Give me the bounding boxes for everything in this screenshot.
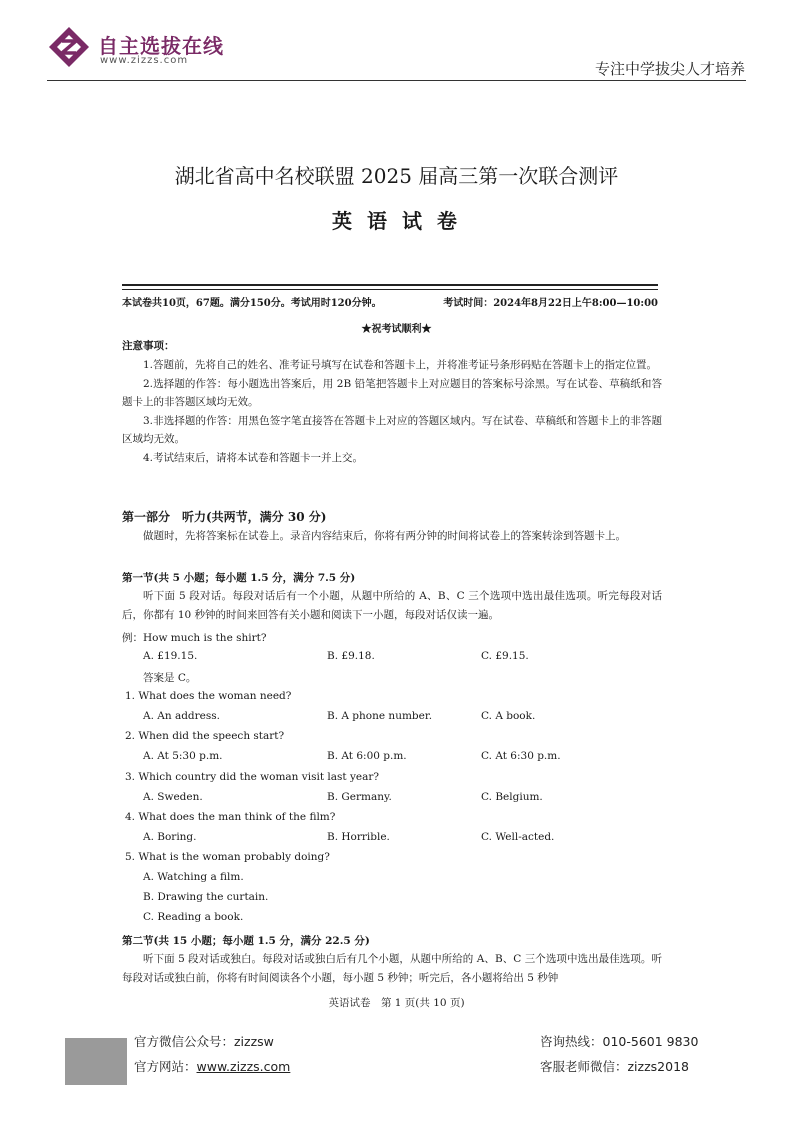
question-4-option-c: C. Well-acted. (481, 831, 555, 843)
example-option-b: B. £9.18. (327, 650, 375, 662)
section2-title: 第二节(共 15 小题；每小题 1.5 分，满分 22.5 分) (122, 935, 370, 947)
brand-url: www.zizzs.com (100, 55, 189, 66)
question-2: 2. When did the speech start? (125, 730, 285, 742)
question-1: 1. What does the woman need? (125, 690, 292, 702)
question-2-option-b: B. At 6:00 p.m. (327, 750, 407, 762)
section1-title: 第一节(共 5 小题；每小题 1.5 分，满分 7.5 分) (122, 572, 356, 584)
exam-wish: ★祝考试顺利★ (361, 324, 432, 335)
question-5-option-b: B. Drawing the curtain. (143, 891, 269, 903)
question-1-option-b: B. A phone number. (327, 710, 433, 722)
page-number: 英语试卷 第 1 页(共 10 页) (328, 997, 465, 1009)
question-4-option-b: B. Horrible. (327, 831, 390, 843)
question-4-option-a: A. Boring. (143, 831, 197, 843)
promo-service-wechat: 客服老师微信：zizzs2018 (540, 1059, 689, 1074)
exam-title: 湖北省高中名校联盟 2025 届高三第一次联合测评 (174, 164, 619, 188)
title-rule-thin (122, 289, 658, 290)
section2-instruction-text: 听下面 5 段对话或独白。每段对话或独白后有几个小题，从题中所给的 A、B、C 三个选项中选出最佳选项。听每段对话或独白前，你将有时间阅读各个小题，每小题 5 秒钟；听完后，各小题将给出 5 秒钟 (122, 953, 662, 984)
promo-website (134, 1057, 290, 1075)
note-item: 1.答题前，先将自己的姓名、准考证号填写在试卷和答题卡上，并将准考证号条形码贴在答题卡上的指定位置。 (143, 359, 658, 371)
section1-instruction (122, 587, 662, 624)
exam-info-length: 本试卷共10页，67题。满分150分。考试用时120分钟。 (122, 298, 382, 309)
example-option-c: C. £9.15. (481, 650, 529, 662)
part1-instruction (122, 527, 662, 546)
note-item: 2.选择题的作答：每小题选出答案后，用 2B 铅笔把答题卡上对应题目的答案标号涂黑。写在试卷、草稿纸和答题卡上的非答题区域均无效。 (122, 377, 662, 408)
question-3-option-b: B. Germany. (327, 791, 392, 803)
example-answer: 答案是 C。 (143, 672, 197, 684)
question-3-option-a: A. Sweden. (143, 791, 203, 803)
question-2-option-c: C. At 6:30 p.m. (481, 750, 561, 762)
question-5-option-a: A. Watching a film. (143, 871, 244, 883)
example-option-a: A. £19.15. (143, 650, 198, 662)
promo-website-label: 官方网站： (134, 1059, 197, 1074)
header-divider (47, 80, 746, 81)
part1-instruction-text: 做题时，先将答案标在试卷上。录音内容结束后，你将有两分钟的时间将试卷上的答案转涂到答题卡上。 (143, 530, 626, 542)
question-3-option-c: C. Belgium. (481, 791, 543, 803)
header-slogan: 专注中学拔尖人才培养 (594, 60, 745, 78)
exam-info-time: 考试时间：2024年8月22日上午8:00—10:00 (443, 298, 658, 309)
notes-title: 注意事项： (122, 340, 175, 352)
promo-website-link[interactable]: www.zizzs.com (196, 1059, 291, 1074)
question-1-option-c: C. A book. (481, 710, 536, 722)
notes-list (122, 356, 662, 467)
note-item: 4.考试结束后，请将本试卷和答题卡一并上交。 (143, 451, 364, 464)
question-5: 5. What is the woman probably doing? (125, 851, 330, 863)
note-item: 3.非选择题的作答：用黑色签字笔直接答在答题卡上对应的答题区域内。写在试卷、草稿纸和答题卡上的非答题区域均无效。 (122, 414, 662, 445)
brand-name: 自主选拔在线 (98, 34, 224, 58)
question-5-option-c: C. Reading a book. (143, 911, 244, 923)
subject-title: 英 语 试 卷 (332, 209, 461, 233)
question-3: 3. Which country did the woman visit last year? (125, 771, 379, 783)
promo-hotline: 咨询热线：010-5601 9830 (540, 1034, 699, 1049)
question-4: 4. What does the man think of the film? (125, 811, 336, 823)
promo-wechat: 官方微信公众号：zizzsw (134, 1034, 274, 1049)
brand-logo-icon (47, 25, 91, 69)
question-1-option-a: A. An address. (143, 710, 220, 722)
qr-placeholder (65, 1038, 127, 1085)
part1-title: 第一部分 听力(共两节，满分 30 分) (122, 510, 327, 524)
question-2-option-a: A. At 5:30 p.m. (143, 750, 223, 762)
title-rule-thick (122, 284, 658, 286)
section1-instruction-text: 听下面 5 段对话。每段对话后有一个小题，从题中所给的 A、B、C 三个选项中选出最佳选项。听完每段对话后，你都有 10 秒钟的时间来回答有关小题和阅读下一小题，每段对话仅读一遍。 (122, 590, 662, 621)
section2-instruction (122, 950, 662, 987)
example-question: 例：How much is the shirt? (122, 632, 267, 644)
